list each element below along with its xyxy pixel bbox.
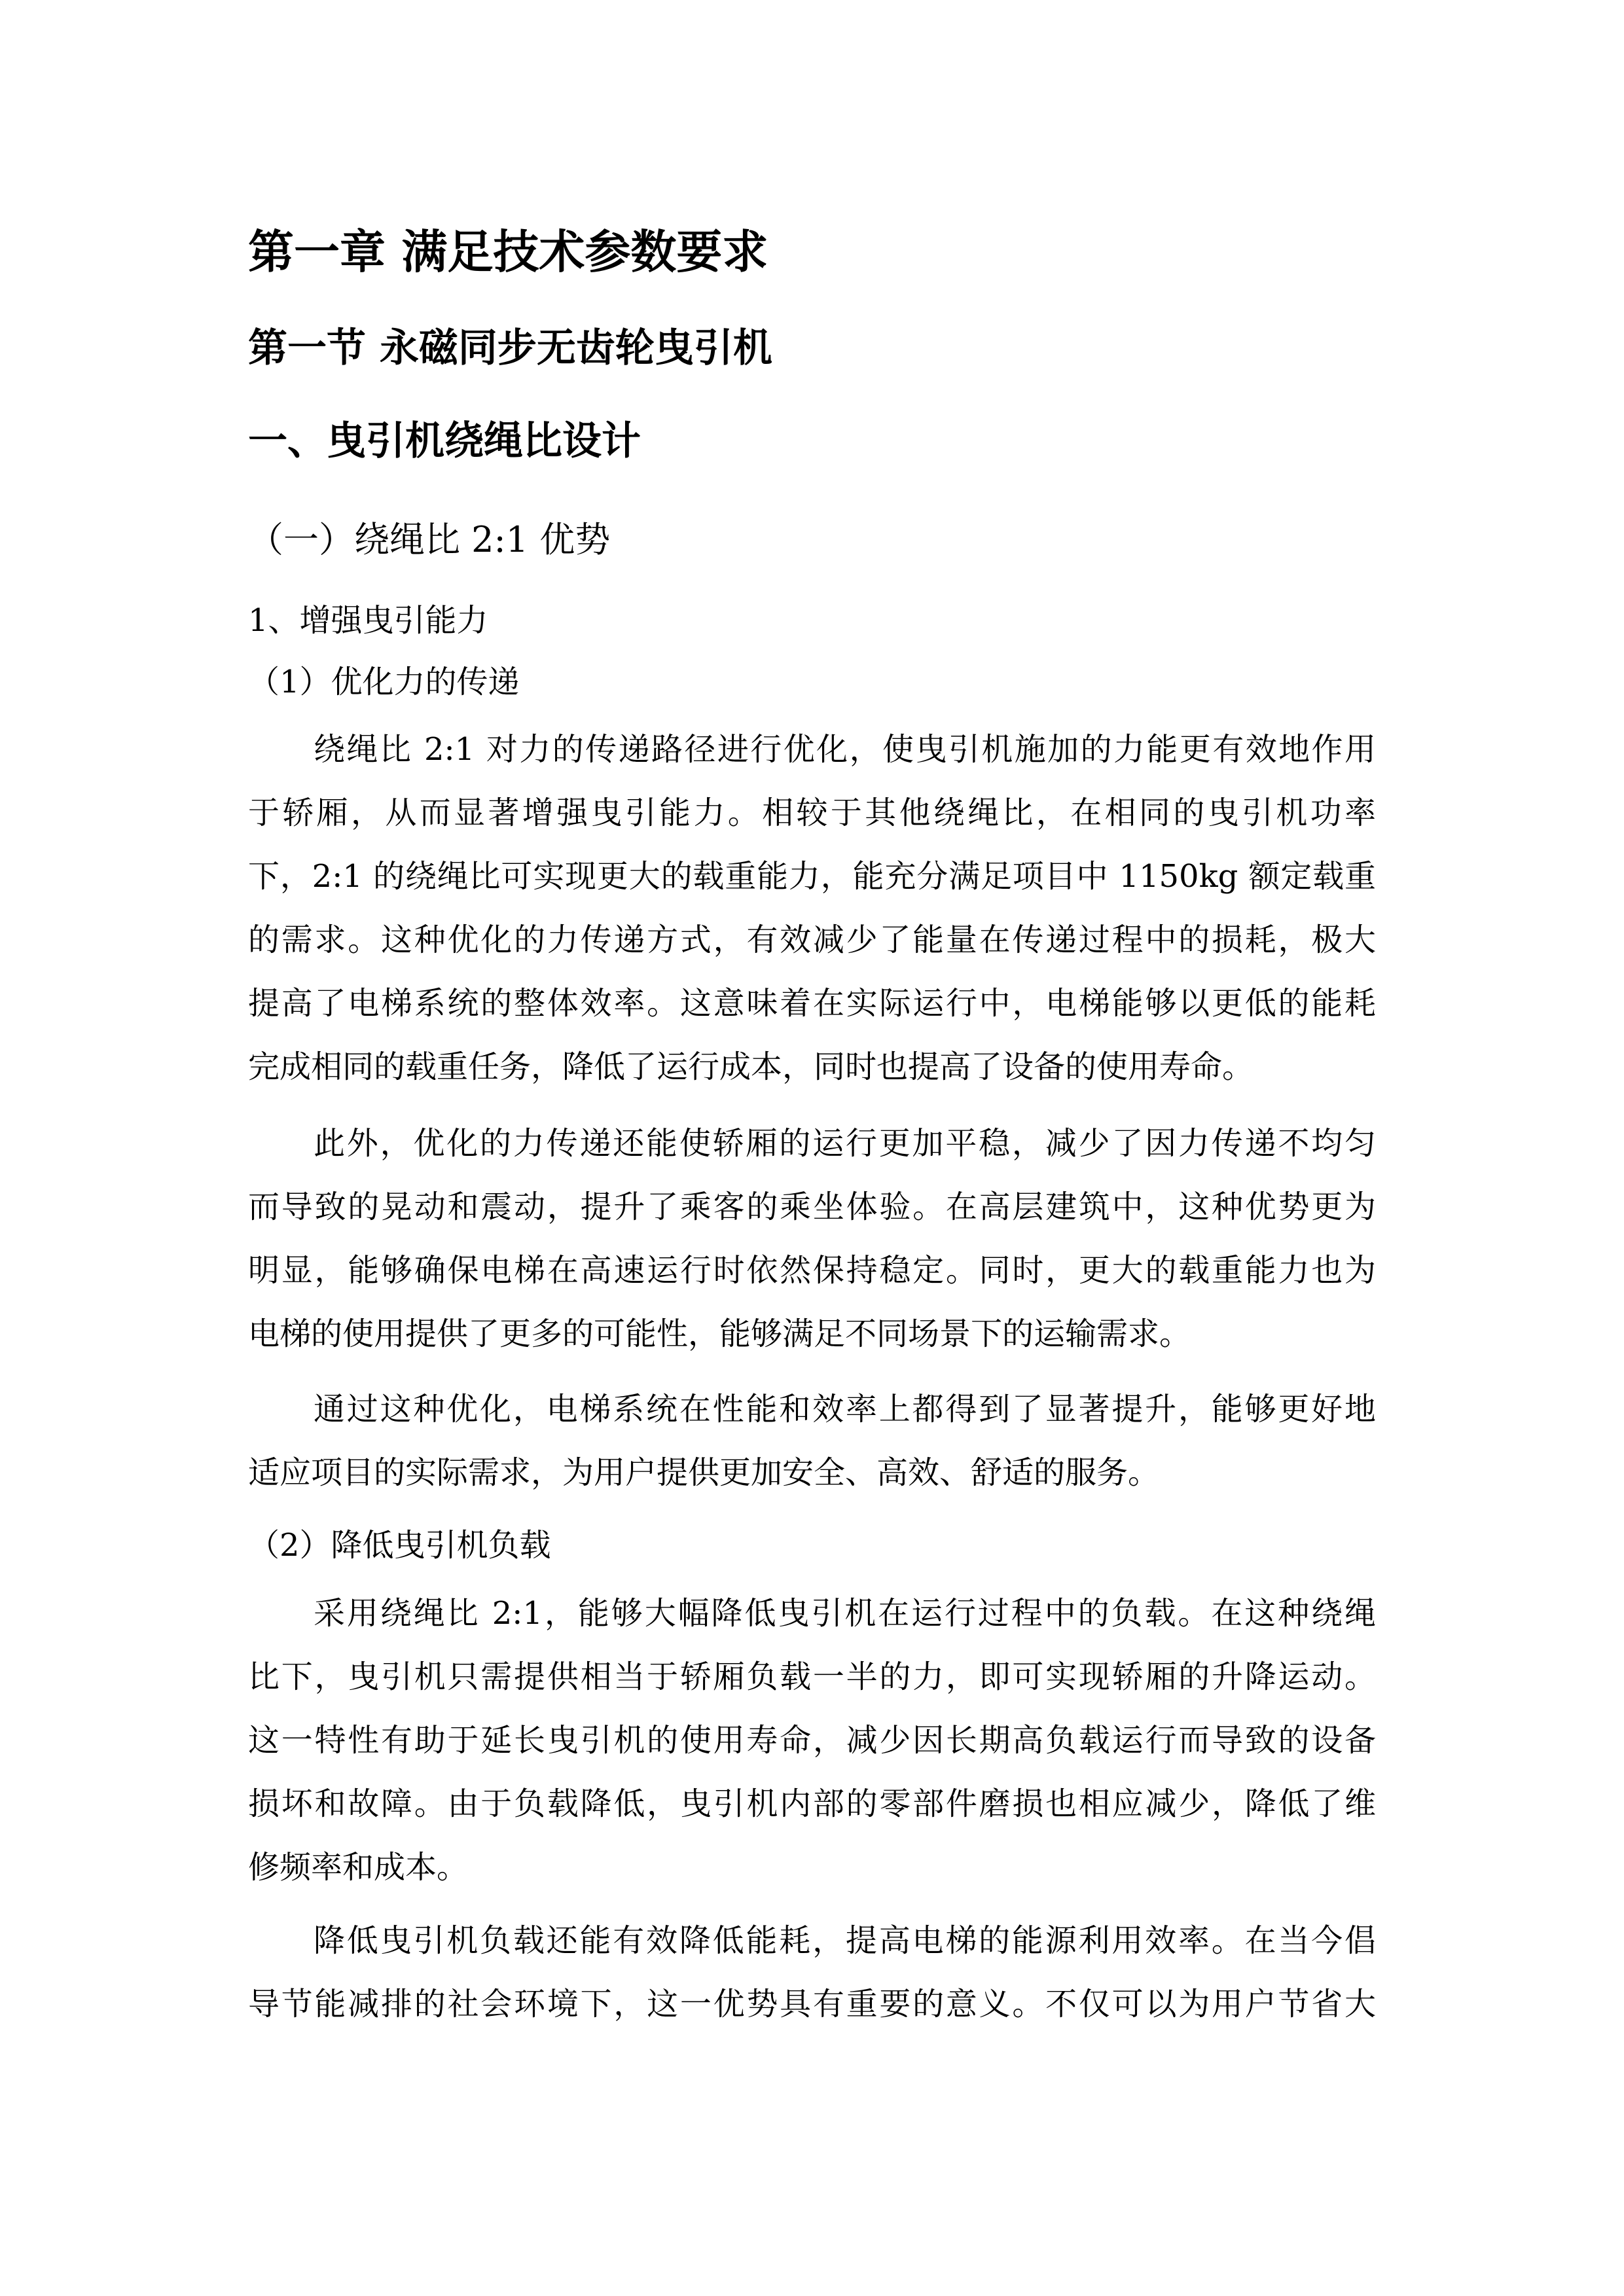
paragraph-line: 这一特性有助于延长曳引机的使用寿命，减少因长期高负载运行而导致的设备 bbox=[248, 1722, 1376, 1759]
paragraph-line: 导节能减排的社会环境下，这一优势具有重要的意义。不仅可以为用户节省大 bbox=[248, 1986, 1376, 2022]
paragraph-line: 而导致的晃动和震动，提升了乘客的乘坐体验。在高层建筑中，这种优势更为 bbox=[248, 1189, 1376, 1225]
paragraph bbox=[248, 1909, 1376, 2036]
paragraph-line: 完成相同的载重任务，降低了运行成本，同时也提高了设备的使用寿命。 bbox=[248, 1049, 1254, 1085]
section-title: 第一节 永磁同步无齿轮曳引机 bbox=[248, 325, 772, 371]
paragraph-line: 此外，优化的力传递还能使轿厢的运行更加平稳，减少了因力传递不均匀 bbox=[314, 1125, 1376, 1162]
paragraph-line: 的需求。这种优化的力传递方式，有效减少了能量在传递过程中的损耗，极大 bbox=[248, 922, 1376, 958]
paragraph bbox=[248, 1582, 1376, 1899]
paragraph-line: 绕绳比 2:1 对力的传递路径进行优化，使曳引机施加的力能更有效地作用 bbox=[314, 731, 1376, 768]
paragraph-line: 比下，曳引机只需提供相当于轿厢负载一半的力，即可实现轿厢的升降运动。 bbox=[248, 1659, 1376, 1695]
paragraph bbox=[248, 718, 1376, 1099]
subheading-optimize-force: （1）优化力的传递 bbox=[248, 664, 520, 700]
paragraph-line: 明显，能够确保电梯在高速运行时依然保持稳定。同时，更大的载重能力也为 bbox=[248, 1252, 1376, 1289]
paragraph-line: 下，2:1 的绕绳比可实现更大的载重能力，能充分满足项目中 1150kg 额定载重 bbox=[248, 858, 1376, 895]
heading-level-2: （一）绕绳比 2:1 优势 bbox=[248, 519, 611, 560]
paragraph-line: 损坏和故障。由于负载降低，曳引机内部的零部件磨损也相应减少，降低了维 bbox=[248, 1785, 1376, 1822]
paragraph-line: 提高了电梯系统的整体效率。这意味着在实际运行中，电梯能够以更低的能耗 bbox=[248, 985, 1376, 1022]
chapter-title: 第一章 满足技术参数要求 bbox=[248, 225, 768, 279]
paragraph-line: 采用绕绳比 2:1，能够大幅降低曳引机在运行过程中的负载。在这种绕绳 bbox=[314, 1595, 1376, 1632]
paragraph-line: 适应项目的实际需求，为用户提供更加安全、高效、舒适的服务。 bbox=[248, 1454, 1160, 1491]
paragraph-line: 降低曳引机负载还能有效降低能耗，提高电梯的能源利用效率。在当今倡 bbox=[314, 1922, 1376, 1959]
paragraph bbox=[248, 1378, 1376, 1505]
subheading-reduce-load: （2）降低曳引机负载 bbox=[248, 1527, 551, 1564]
heading-level-3: 1、增强曳引能力 bbox=[248, 602, 488, 639]
heading-level-1: 一、曳引机绕绳比设计 bbox=[248, 418, 641, 464]
paragraph-line: 修频率和成本。 bbox=[248, 1849, 469, 1886]
paragraph bbox=[248, 1112, 1376, 1366]
paragraph-line: 于轿厢，从而显著增强曳引能力。相较于其他绕绳比，在相同的曳引机功率 bbox=[248, 795, 1376, 831]
paragraph-line: 通过这种优化，电梯系统在性能和效率上都得到了显著提升，能够更好地 bbox=[314, 1391, 1376, 1427]
paragraph-line: 电梯的使用提供了更多的可能性，能够满足不同场景下的运输需求。 bbox=[248, 1316, 1191, 1352]
